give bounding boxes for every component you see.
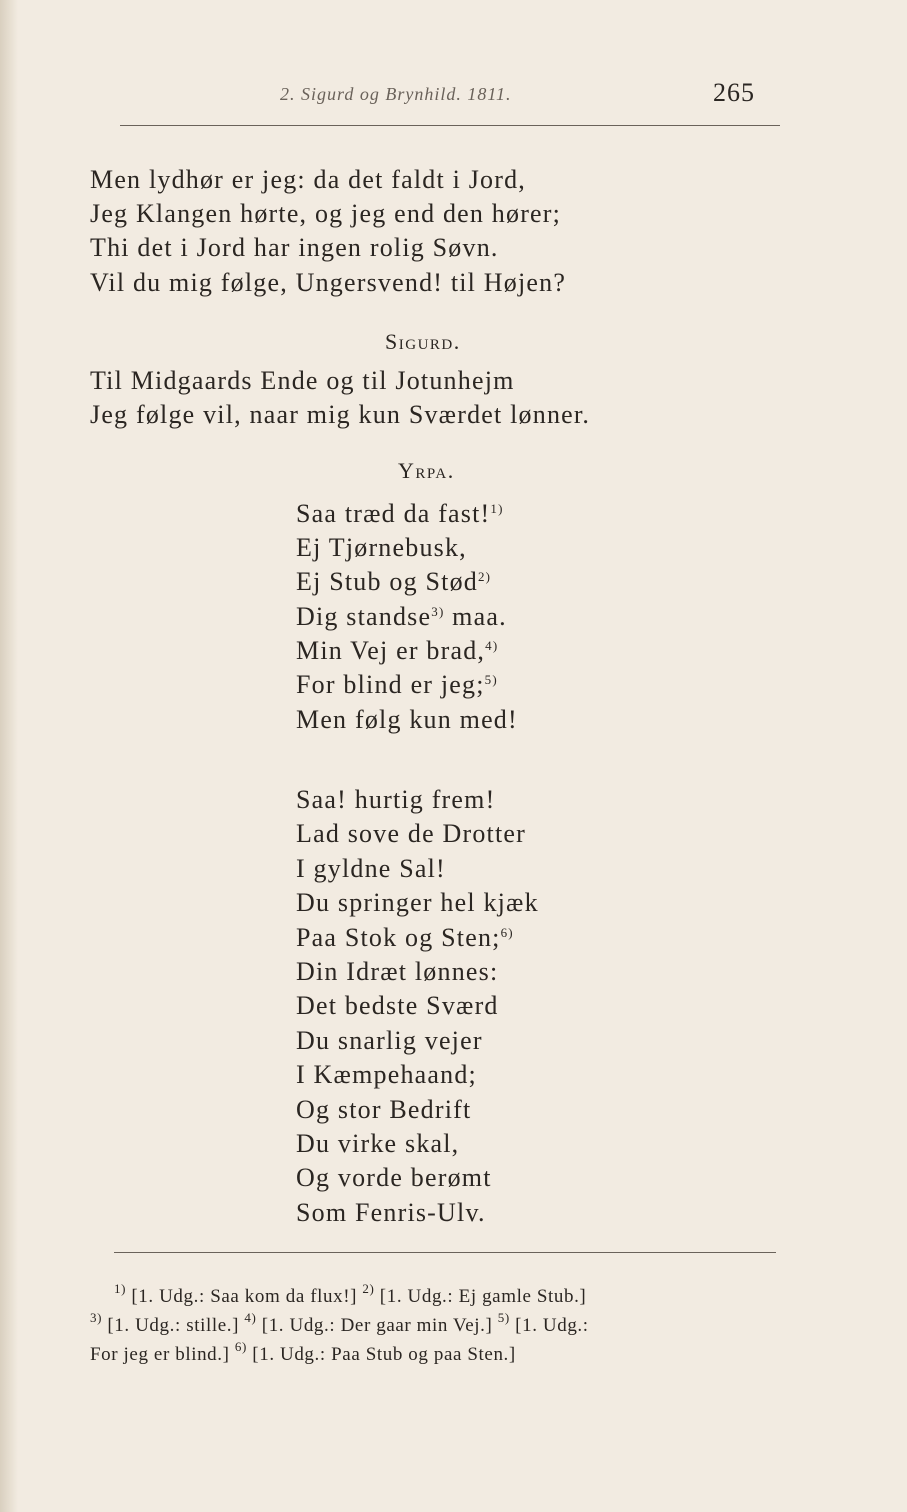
- footnote-ref: 1): [490, 501, 504, 516]
- verse-line: Lad sove de Drotter: [296, 819, 527, 848]
- footnote-ref: 6): [500, 925, 514, 940]
- footnote-ref: 4): [485, 638, 499, 653]
- footnote-ref: 5): [484, 672, 498, 687]
- verse-line: For blind er jeg;$^{5)}$: [296, 670, 498, 699]
- verse-line: Til Midgaards Ende og til Jotunhejm: [90, 366, 515, 395]
- footnote-mark: 4): [244, 1310, 257, 1325]
- verse-line: Ej Stub og Stød$^{2)}$: [296, 567, 492, 596]
- verse-line: Ej Tjørnebusk,: [296, 533, 467, 562]
- verse-line: Saa! hurtig frem!: [296, 785, 496, 814]
- footnote-mark: 3): [90, 1310, 103, 1325]
- verse-line: Men følg kun med!: [296, 705, 518, 734]
- page-header: [90, 78, 780, 118]
- verse-line: Dig standse$^{3)}$ maa.: [296, 602, 507, 631]
- footnote-mark: 1): [114, 1281, 127, 1296]
- verse-line: Det bedste Sværd: [296, 991, 499, 1020]
- verse-line: Men lydhør er jeg: da det faldt i Jord,: [90, 165, 526, 194]
- footnote-mark: 5): [497, 1310, 510, 1325]
- verse-line: Jeg følge vil, naar mig kun Sværdet lønner.: [90, 400, 591, 429]
- verse-line: Og stor Bedrift: [296, 1095, 472, 1124]
- speaker-heading-yrpa: Yrpa.: [398, 458, 455, 483]
- footnote-line: $^{3)}$ [1. Udg.: stille.] $^{4)}$ [1. Udg.: Der gaar min Vej.] $^{5)}$ [1. Udg.:: [90, 1310, 589, 1336]
- verse-line: Paa Stok og Sten;$^{6)}$: [296, 923, 514, 952]
- book-spine-shadow: [0, 0, 18, 1512]
- verse-line: Jeg Klangen hørte, og jeg end den hører;: [90, 199, 562, 228]
- verse-line: Du springer hel kjæk: [296, 888, 539, 917]
- verse-line: Du snarlig vejer: [296, 1026, 483, 1055]
- footnote-mark: 6): [234, 1339, 247, 1354]
- verse-line: Du virke skal,: [296, 1129, 460, 1158]
- verse-line: Min Vej er brad,$^{4)}$: [296, 636, 499, 665]
- speaker-heading-sigurd: Sigurd.: [385, 329, 461, 354]
- footnote-line: $^{1)}$ [1. Udg.: Saa kom da flux!] $^{2)}$ [1. Udg.: Ej gamle Stub.]: [114, 1281, 587, 1307]
- verse-line: Som Fenris-Ulv.: [296, 1198, 486, 1227]
- page-number: 265: [713, 78, 755, 107]
- footnote-ref: 3): [431, 604, 445, 619]
- running-title: 2. Sigurd og Brynhild. 1811.: [280, 84, 512, 104]
- footnote-rule: [114, 1252, 776, 1253]
- footnote-line: For jeg er blind.] $^{6)}$ [1. Udg.: Paa Stub og paa Sten.]: [90, 1339, 516, 1365]
- verse-line: I Kæmpehaand;: [296, 1060, 477, 1089]
- footnote-mark: 2): [362, 1281, 375, 1296]
- verse-line: Thi det i Jord har ingen rolig Søvn.: [90, 233, 499, 262]
- verse-line: Saa træd da fast!$^{1)}$: [296, 499, 504, 528]
- verse-line: Din Idræt lønnes:: [296, 957, 499, 986]
- header-rule: [120, 125, 780, 126]
- verse-line: Vil du mig følge, Ungersvend! til Højen?: [90, 268, 567, 297]
- verse-line: Og vorde berømt: [296, 1163, 492, 1192]
- verse-line: I gyldne Sal!: [296, 854, 446, 883]
- footnote-ref: 2): [477, 569, 492, 584]
